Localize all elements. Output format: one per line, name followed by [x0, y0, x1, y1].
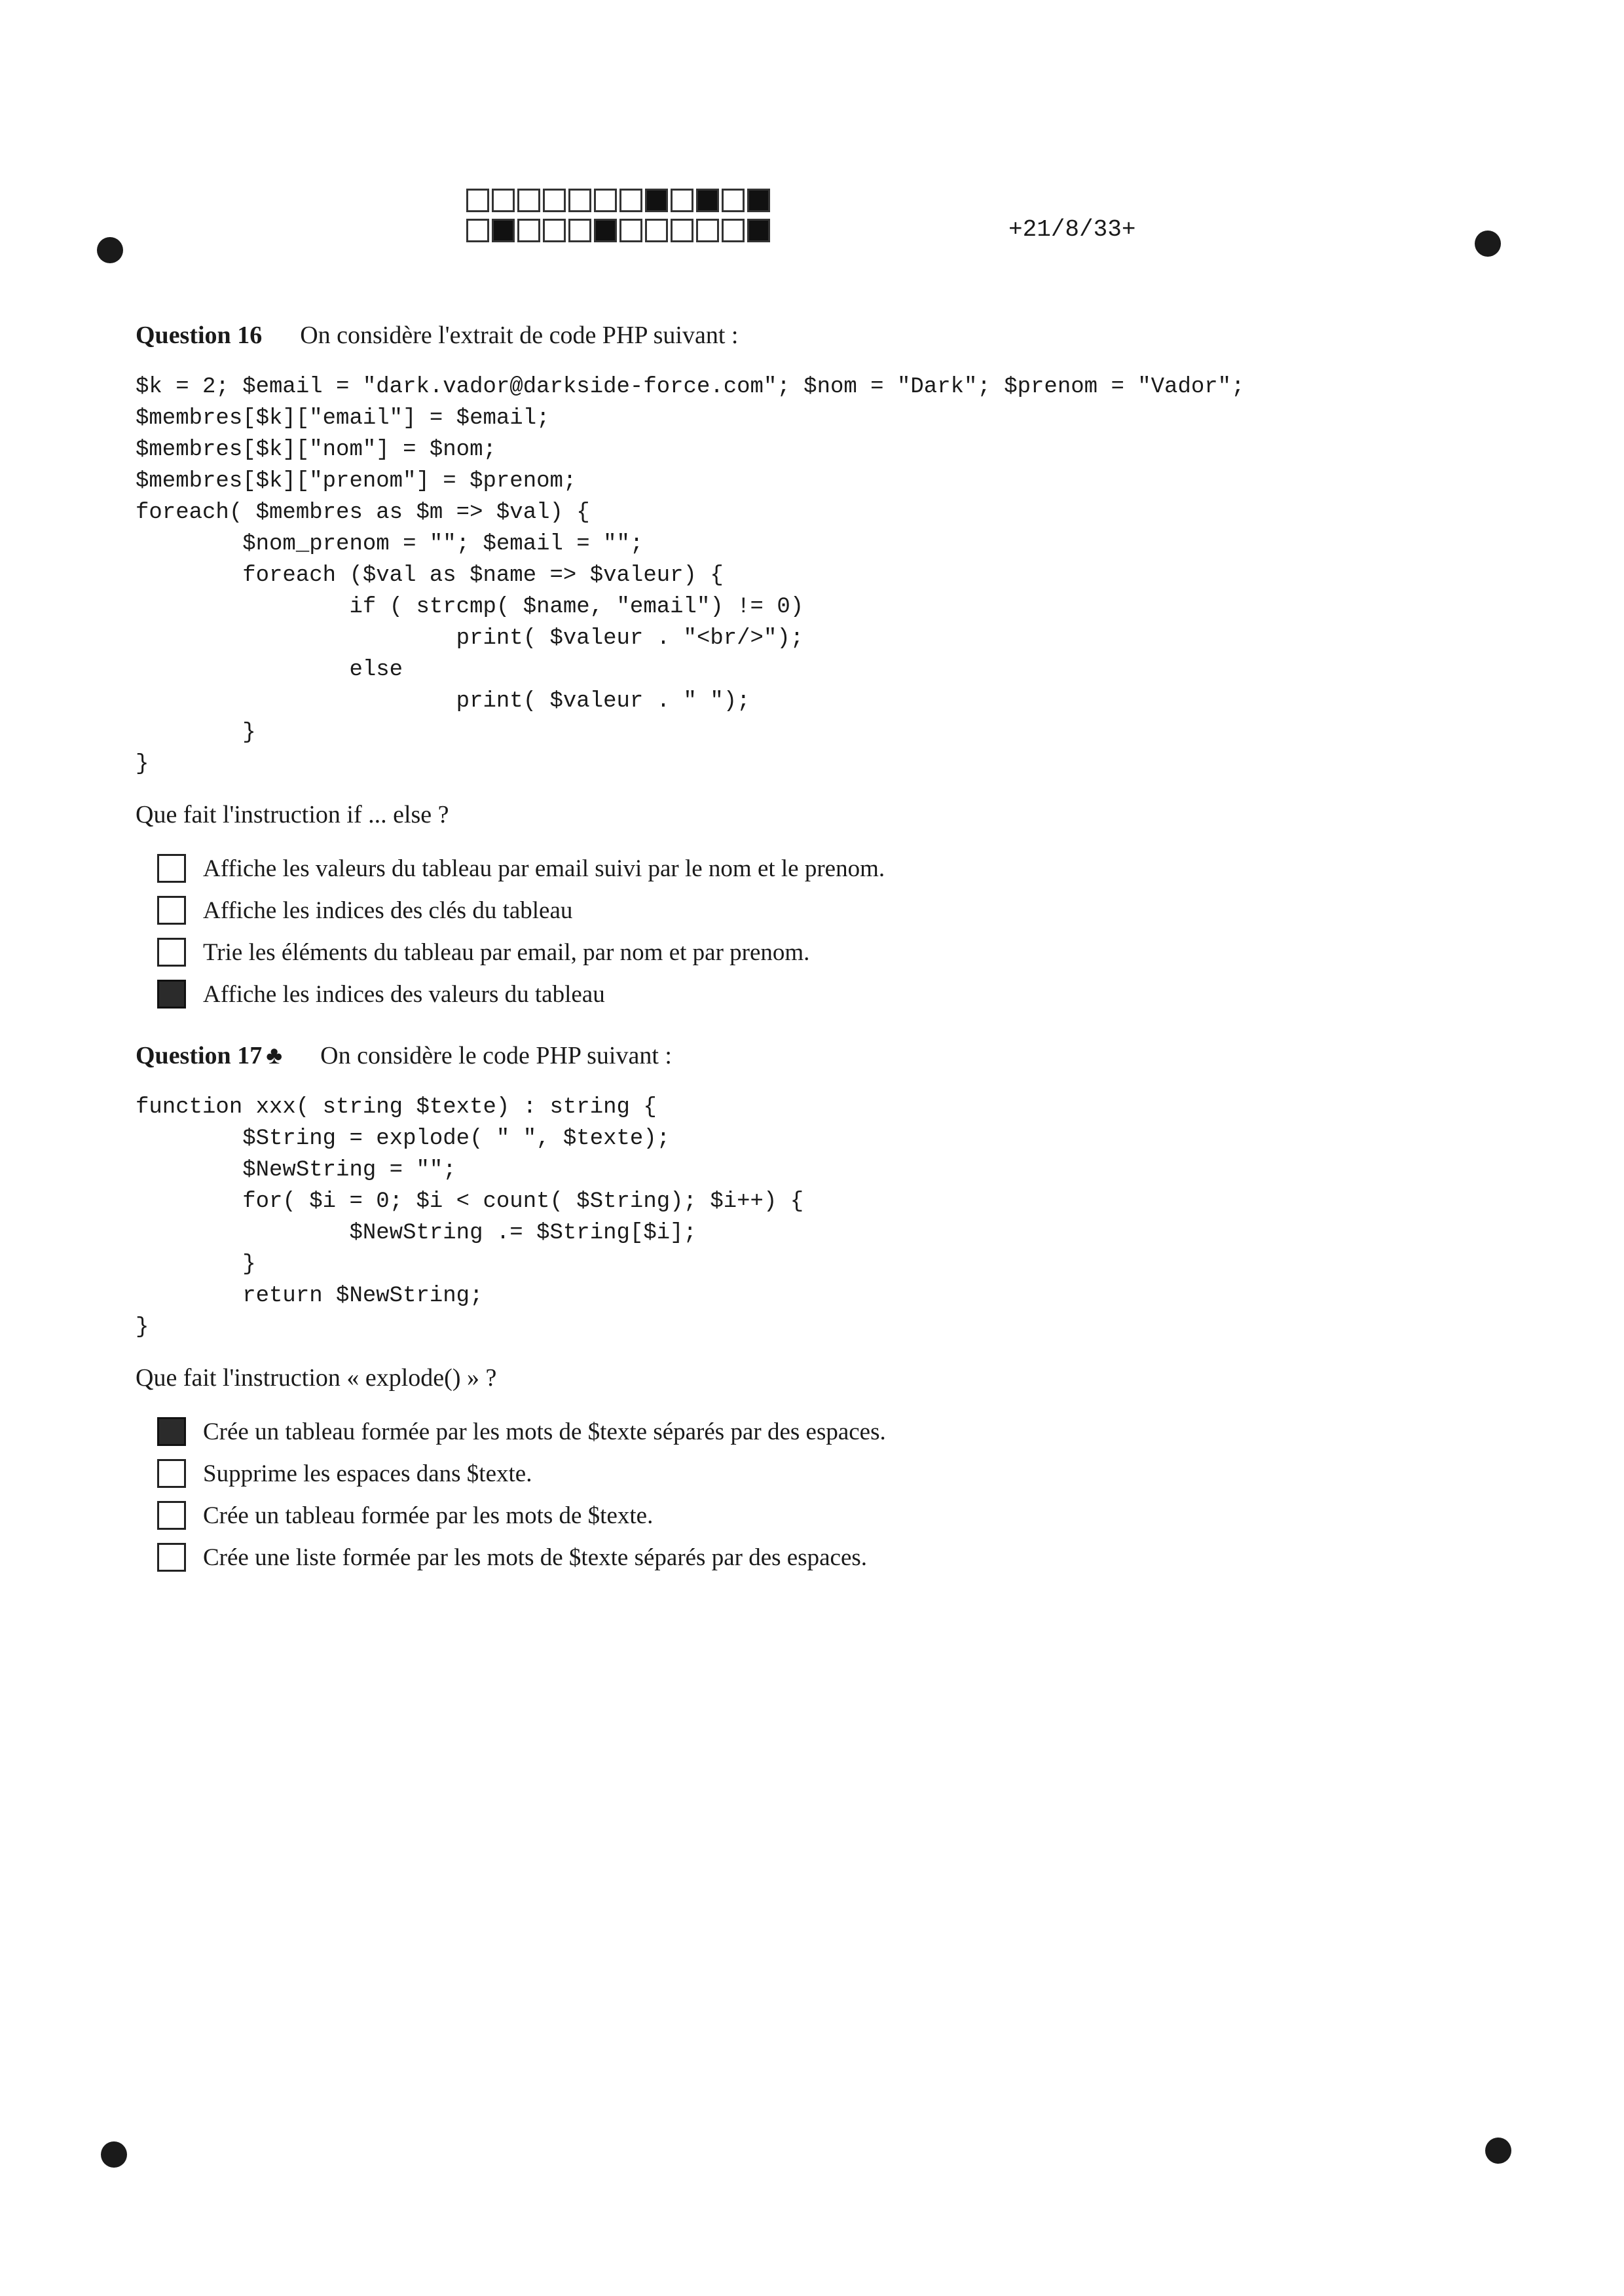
question-prompt: Que fait l'instruction if ... else ?: [136, 801, 449, 828]
question-heading: [136, 321, 738, 350]
barcode-row: [466, 189, 773, 212]
registration-mark-bottom-right: [1485, 2138, 1511, 2164]
barcode-cell: [645, 189, 668, 212]
code-block: $k = 2; $email = "dark.vador@darkside-force.com"; $nom = "Dark"; $prenom = "Vador"; $membres[$k]["email"] = $email; $membres[$k]["nom"] = $nom; $membres[$k]["prenom"] = $prenom; foreach( $membres as $m => $val) { $nom_prenom = ""; $email = ""; foreach ($val as $name => $valeur) { if ( strcmp( $name, "email") != 0) print( $valeur . "<br/>"); else print( $valeur . " "); } }: [136, 375, 1245, 777]
barcode-cell: [517, 219, 540, 242]
registration-mark-bottom-left: [101, 2141, 127, 2168]
barcode-cell: [568, 219, 591, 242]
barcode-cell: [466, 189, 489, 212]
answer-checkbox[interactable]: [157, 938, 186, 967]
answer-checkbox[interactable]: [157, 1417, 186, 1446]
barcode-cell: [747, 219, 770, 242]
answer-checkbox[interactable]: [157, 1543, 186, 1572]
question-intro: On considère l'extrait de code PHP suivant :: [300, 322, 739, 349]
barcode-cell: [619, 189, 642, 212]
answer-checkbox[interactable]: [157, 896, 186, 925]
question-number: Question 17: [136, 1042, 263, 1069]
barcode-cell: [747, 189, 770, 212]
answer-option[interactable]: [157, 1536, 886, 1578]
answer-checkbox[interactable]: [157, 854, 186, 883]
answer-text: Crée un tableau formée par les mots de $texte.: [203, 1502, 654, 1529]
barcode-cell: [696, 219, 719, 242]
barcode-cell: [645, 219, 668, 242]
barcode-cell: [696, 189, 719, 212]
answer-option[interactable]: [157, 973, 885, 1015]
barcode-cell: [671, 219, 693, 242]
question-prompt: Que fait l'instruction « explode() » ?: [136, 1364, 497, 1392]
club-icon: ♣: [266, 1042, 283, 1069]
barcode-cell: [594, 219, 617, 242]
answer-text: Affiche les indices des clés du tableau: [203, 897, 573, 924]
barcode-cell: [722, 219, 745, 242]
question-intro: On considère le code PHP suivant :: [320, 1042, 672, 1069]
answer-text: Trie les éléments du tableau par email, par nom et par prenom.: [203, 938, 810, 966]
answer-option[interactable]: [157, 1494, 886, 1536]
barcode-cell: [543, 219, 566, 242]
barcode-cell: [671, 189, 693, 212]
answer-checkbox[interactable]: [157, 980, 186, 1009]
answer-option[interactable]: [157, 847, 885, 889]
answer-option[interactable]: [157, 889, 885, 931]
question-label: Question 16: [136, 322, 263, 349]
question-label: [136, 1042, 282, 1069]
barcode-row: [466, 219, 773, 242]
answer-text: Affiche les valeurs du tableau par email suivi par le nom et le prenom.: [203, 855, 885, 882]
page-id: +21/8/33+: [1008, 216, 1136, 243]
answer-checkbox[interactable]: [157, 1459, 186, 1488]
barcode-cell: [492, 219, 515, 242]
answer-option[interactable]: [157, 1453, 886, 1494]
barcode-cell: [517, 189, 540, 212]
barcode-cell: [722, 189, 745, 212]
barcode-cell: [492, 189, 515, 212]
registration-mark-top-right: [1475, 231, 1501, 257]
answer-checkbox[interactable]: [157, 1501, 186, 1530]
barcode-cell: [466, 219, 489, 242]
answer-list: [157, 1411, 886, 1578]
barcode-cell: [594, 189, 617, 212]
answer-text: Crée une liste formée par les mots de $texte séparés par des espaces.: [203, 1544, 868, 1571]
code-block: function xxx( string $texte) : string { $String = explode( " ", $texte); $NewString = ""; for( $i = 0; $i < count( $String); $i++) { $NewString .= $String[$i]; } return $NewString; }: [136, 1095, 804, 1340]
barcode-cell: [543, 189, 566, 212]
registration-mark-top-left: [97, 237, 123, 263]
answer-text: Crée un tableau formée par les mots de $texte séparés par des espaces.: [203, 1418, 886, 1445]
question-heading: [136, 1041, 672, 1070]
answer-text: Supprime les espaces dans $texte.: [203, 1460, 532, 1487]
barcode-cell: [568, 189, 591, 212]
answer-list: [157, 847, 885, 1015]
answer-option[interactable]: [157, 1411, 886, 1453]
barcode-cell: [619, 219, 642, 242]
answer-option[interactable]: [157, 931, 885, 973]
answer-text: Affiche les indices des valeurs du tableau: [203, 980, 605, 1008]
